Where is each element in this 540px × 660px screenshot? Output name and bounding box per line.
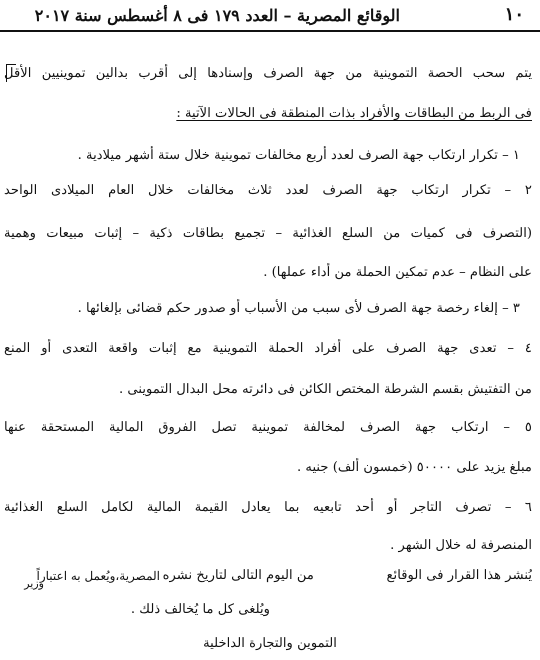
item-5-line-2: مبلغ يزيد على ٥٠٠٠٠ (خمسون ألف) جنيه . [296, 460, 532, 475]
item-2-line-1: ٢ – تكرار ارتكاب جهة الصرف لعدد ثلاث مخالفات خلال العام الميلادى الواحد [4, 183, 532, 198]
item-4-line-1: ٤ – تعدى جهة الصرف على أفراد الحملة التموينية مع إثبات واقعة التعدى أو المنع [4, 341, 532, 356]
item-2-line-3: على النظام – عدم تمكين الحملة من أداء عملها) . [263, 265, 532, 280]
header-title: الوقائع المصرية – العدد ١٧٩ فى ٨ أغسطس سنة ٢٠١٧ [34, 6, 400, 25]
page-number: ١٠ [504, 4, 524, 25]
item-2-line-2: (التصرف فى كميات من السلع الغذائية – تجميع بطاقات ذكية – إثبات مبيعات وهمية [4, 226, 532, 241]
page-header [0, 4, 540, 32]
intro-line-1: يتم سحب الحصة التموينية من جهة الصرف وإسنادها إلى أقرب بدالين تموينيين الأقل [4, 66, 532, 81]
signature-title: التموين والتجارة الداخلية [203, 636, 337, 651]
closing-fragment-b: المصرية،ويُعمل به اعتباراً [36, 569, 160, 583]
closing-fragment-a: يُنشر هذا القرار فى الوقائع [386, 568, 532, 583]
intro-line-2: فى الربط من البطاقات والأفراد بذات المنطقة فى الحالات الآتية : [176, 106, 532, 121]
item-6-line-2: المنصرفة له خلال الشهر . [390, 538, 532, 553]
item-4-line-2: من التفتيش بقسم الشرطة المختص الكائن فى دائرته محل البدال التموينى . [119, 382, 532, 397]
item-6-line-1: ٦ – تصرف التاجر أو أحد تابعيه بما يعادل القيمة المالية لكامل السلع الغذائية [4, 500, 532, 515]
closing-fragment-c: من اليوم التالى لتاريخ نشره [162, 568, 314, 583]
closing-note: وزير [24, 578, 44, 590]
closing-second: ويُلغى كل ما يُخالف ذلك . [130, 602, 270, 617]
item-3-line-1: ٣ – إلغاء رخصة جهة الصرف لأى سبب من الأسباب أو صدور حكم قضائى بإلغائها . [77, 301, 520, 316]
item-1-line-1: ١ – تكرار ارتكاب جهة الصرف لعدد أربع مخالفات تموينية خلال ستة أشهر ميلادية . [77, 148, 520, 163]
item-5-line-1: ٥ – ارتكاب جهة الصرف لمخالفة تموينية تصل الفروق المالية المستحقة عنها [4, 420, 532, 435]
